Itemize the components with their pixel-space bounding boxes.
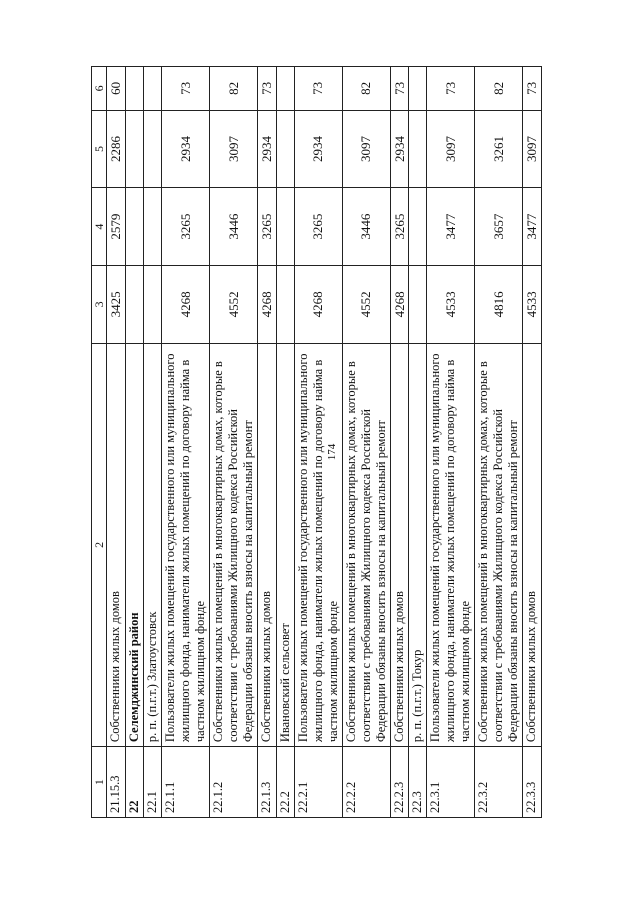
row-value-col3-cell: 4268	[257, 266, 276, 344]
row-value-col4-cell: 3477	[523, 188, 542, 266]
row-value-col4-cell	[125, 188, 143, 266]
row-value-col4-cell: 3265	[161, 188, 209, 266]
row-value-col5-cell: 2286	[107, 110, 126, 188]
table-row	[143, 67, 161, 818]
row-code-cell: 22	[125, 747, 143, 818]
row-code-cell: 22.2	[276, 747, 294, 818]
tariff-table	[91, 66, 542, 818]
row-value-col5-cell	[276, 110, 294, 188]
row-code-cell: 22.1.1	[161, 747, 209, 818]
row-code-cell: 22.2.3	[390, 747, 409, 818]
row-value-col5-cell: 2934	[294, 110, 342, 188]
row-description-cell: Собственники жилых помещений в многоквартирных домах, которые в соответствии с требованиями Жилищного кодекса Российской Федерации обязаны вносить взносы на капитальный ремонт	[342, 343, 390, 746]
row-value-col3-cell: 4816	[475, 266, 523, 344]
row-value-col5-cell: 2934	[161, 110, 209, 188]
row-value-col4-cell: 3446	[342, 188, 390, 266]
table-row	[523, 67, 542, 818]
table-row	[209, 67, 257, 818]
row-value-col3-cell: 4533	[427, 266, 475, 344]
row-value-col6-cell: 60	[107, 67, 126, 111]
row-value-col5-cell	[125, 110, 143, 188]
row-value-col5-cell: 3097	[523, 110, 542, 188]
page-number: 174	[326, 443, 338, 461]
row-value-col4-cell: 3265	[294, 188, 342, 266]
row-code-cell: 22.1	[143, 747, 161, 818]
row-value-col4-cell	[143, 188, 161, 266]
row-description-cell: Собственники жилых домов	[257, 343, 276, 746]
row-value-col6-cell: 73	[257, 67, 276, 111]
row-description-cell: р. п. (п.г.т.) Златоустовск	[143, 343, 161, 746]
table-row	[409, 67, 427, 818]
row-value-col5-cell: 3097	[209, 110, 257, 188]
table-row	[107, 67, 126, 818]
row-value-col3-cell: 4552	[209, 266, 257, 344]
row-value-col4-cell	[409, 188, 427, 266]
row-code-cell: 22.3.1	[427, 747, 475, 818]
table-row	[161, 67, 209, 818]
row-value-col4-cell: 3657	[475, 188, 523, 266]
row-description-cell: Пользователи жилых помещений государственного или муниципального жилищного фонда, наниматели жилых помещений по договору найма в частном жилищном фонде	[294, 343, 342, 746]
row-code-cell: 22.3.2	[475, 747, 523, 818]
row-value-col5-cell: 3097	[427, 110, 475, 188]
header-cell-5: 5	[92, 110, 107, 188]
table-row	[475, 67, 523, 818]
row-description-cell: Пользователи жилых помещений государственного или муниципального жилищного фонда, наниматели жилых помещений по договору найма в частном жилищном фонде	[161, 343, 209, 746]
row-code-cell: 22.3.3	[523, 747, 542, 818]
row-value-col4-cell	[276, 188, 294, 266]
row-description-cell: Собственники жилых помещений в многоквартирных домах, которые в соответствии с требованиями Жилищного кодекса Российской Федерации обязаны вносить взносы на капитальный ремонт	[209, 343, 257, 746]
row-value-col4-cell: 3477	[427, 188, 475, 266]
row-code-cell: 22.1.3	[257, 747, 276, 818]
row-value-col6-cell	[125, 67, 143, 111]
row-value-col6-cell: 73	[161, 67, 209, 111]
row-value-col5-cell: 3261	[475, 110, 523, 188]
row-description-cell: Селемджинский район	[125, 343, 143, 746]
row-value-col3-cell	[409, 266, 427, 344]
row-value-col6-cell: 82	[342, 67, 390, 111]
row-description-cell: Ивановский сельсовет	[276, 343, 294, 746]
row-value-col6-cell: 73	[390, 67, 409, 111]
row-value-col6-cell: 73	[523, 67, 542, 111]
row-value-col6-cell	[409, 67, 427, 111]
row-value-col6-cell: 82	[475, 67, 523, 111]
header-cell-4: 4	[92, 188, 107, 266]
row-description-cell: Собственники жилых домов	[107, 343, 126, 746]
row-value-col5-cell	[409, 110, 427, 188]
row-code-cell: 21.15.3	[107, 747, 126, 818]
table-body	[92, 67, 542, 818]
row-value-col3-cell	[125, 266, 143, 344]
header-cell-6: 6	[92, 67, 107, 111]
table-row	[276, 67, 294, 818]
row-value-col4-cell: 2579	[107, 188, 126, 266]
row-value-col4-cell: 3265	[390, 188, 409, 266]
row-description-cell: Собственники жилых помещений в многоквартирных домах, которые в соответствии с требованиями Жилищного кодекса Российской Федерации обязаны вносить взносы на капитальный ремонт	[475, 343, 523, 746]
tariff-table-container	[91, 66, 608, 818]
header-cell-3: 3	[92, 266, 107, 344]
header-cell-1: 1	[92, 747, 107, 818]
row-value-col5-cell	[143, 110, 161, 188]
row-value-col3-cell: 4552	[342, 266, 390, 344]
row-value-col6-cell: 82	[209, 67, 257, 111]
row-value-col4-cell: 3265	[257, 188, 276, 266]
row-value-col6-cell	[143, 67, 161, 111]
row-code-cell: 22.3	[409, 747, 427, 818]
header-row	[92, 67, 107, 818]
table-row	[257, 67, 276, 818]
table-row	[342, 67, 390, 818]
row-value-col6-cell	[276, 67, 294, 111]
row-value-col3-cell: 3425	[107, 266, 126, 344]
row-value-col3-cell: 4268	[294, 266, 342, 344]
row-code-cell: 22.2.2	[342, 747, 390, 818]
row-value-col3-cell: 4268	[161, 266, 209, 344]
table-row	[125, 67, 143, 818]
row-value-col3-cell	[143, 266, 161, 344]
row-value-col6-cell: 73	[427, 67, 475, 111]
table-row	[390, 67, 409, 818]
row-value-col4-cell: 3446	[209, 188, 257, 266]
table-row	[427, 67, 475, 818]
row-value-col6-cell: 73	[294, 67, 342, 111]
row-value-col3-cell: 4268	[390, 266, 409, 344]
row-code-cell: 22.1.2	[209, 747, 257, 818]
row-description-cell: Собственники жилых домов	[390, 343, 409, 746]
row-description-cell: Пользователи жилых помещений государственного или муниципального жилищного фонда, наниматели жилых помещений по договору найма в частном жилищном фонде	[427, 343, 475, 746]
header-cell-2: 2	[92, 343, 107, 746]
row-value-col3-cell	[276, 266, 294, 344]
row-description-cell: р. п. (п.г.т.) Токур	[409, 343, 427, 746]
row-value-col5-cell: 2934	[257, 110, 276, 188]
row-value-col5-cell: 2934	[390, 110, 409, 188]
row-value-col5-cell: 3097	[342, 110, 390, 188]
row-description-cell: Собственники жилых домов	[523, 343, 542, 746]
row-code-cell: 22.2.1	[294, 747, 342, 818]
row-value-col3-cell: 4533	[523, 266, 542, 344]
table-row	[294, 67, 342, 818]
